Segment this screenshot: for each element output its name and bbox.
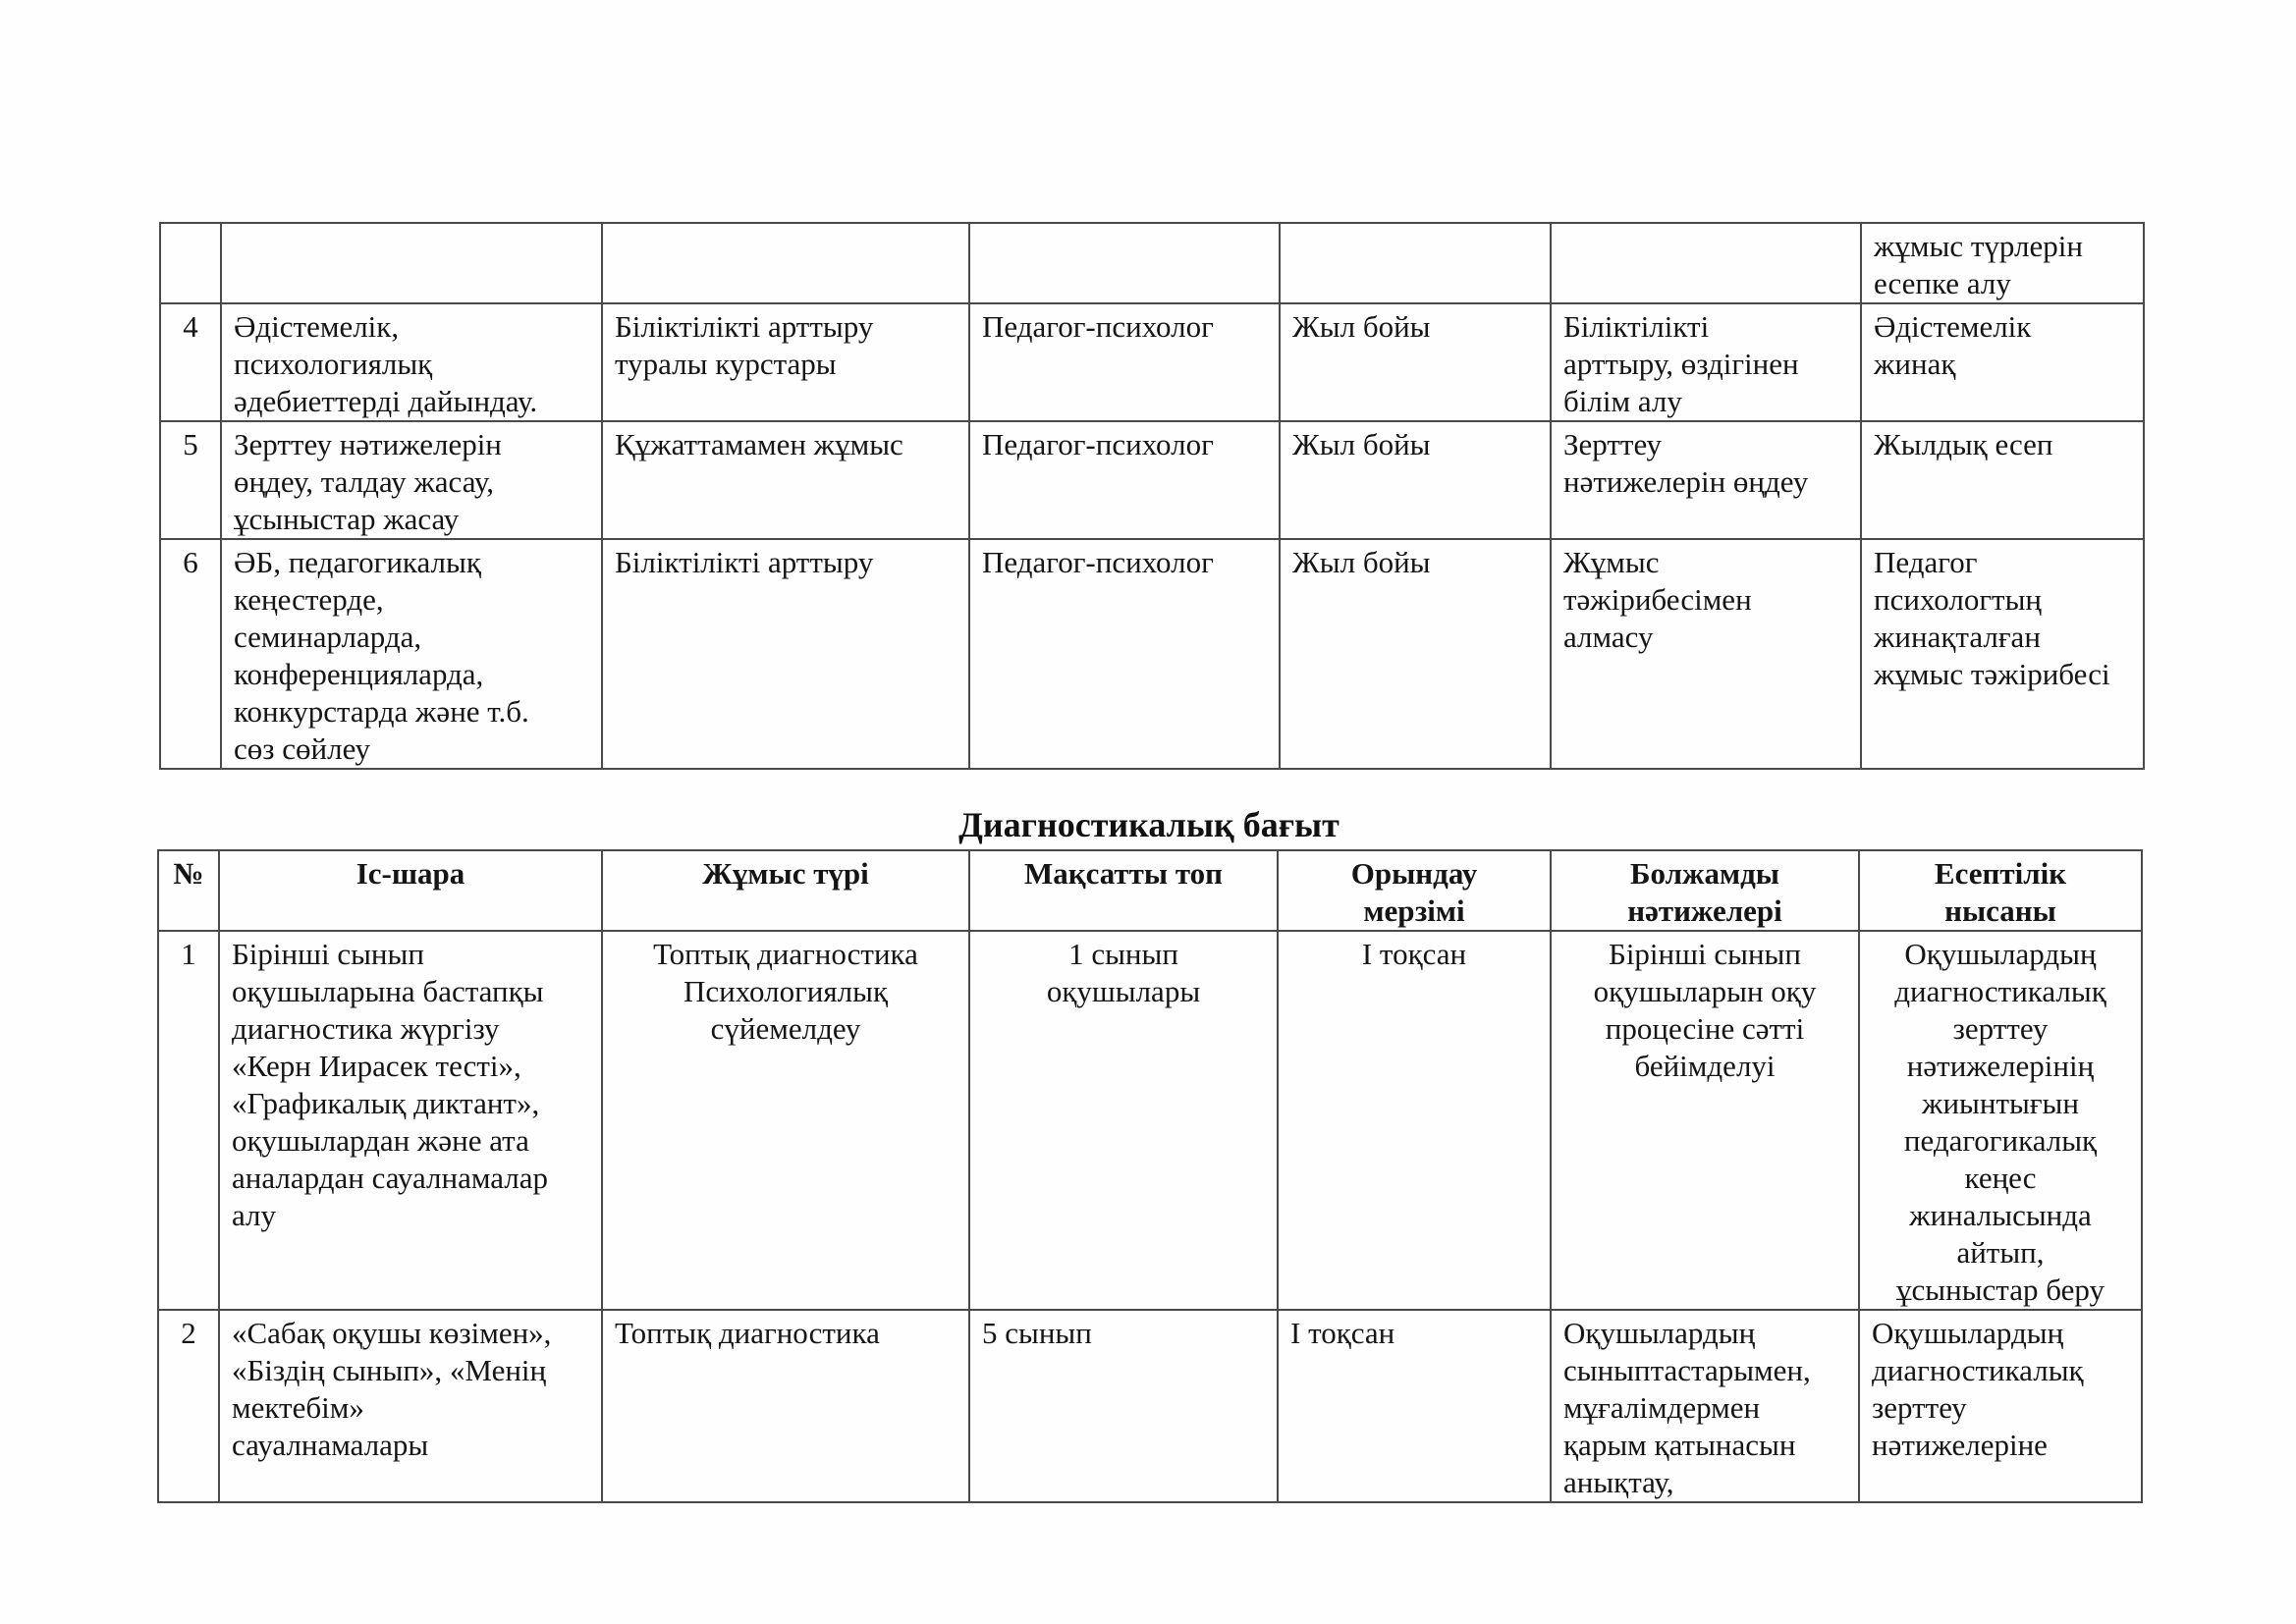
work-type-cell: Құжаттамамен жұмыс — [602, 421, 969, 539]
table-row — [158, 1310, 2142, 1502]
event-cell: ӘБ, педагогикалық кеңестерде, семинарларда, конференцияларда, конкурстарда және т.б. сөз сөйлеу — [221, 539, 602, 769]
target-group-cell: Педагог-психолог — [969, 303, 1280, 421]
header-expected-results: Болжамды нәтижелері — [1551, 850, 1859, 931]
deadline-cell: Жыл бойы — [1280, 303, 1551, 421]
event-cell — [221, 223, 602, 303]
report-form-cell: Жылдық есеп — [1861, 421, 2144, 539]
table-row — [160, 223, 2144, 303]
report-form-cell: жұмыс түрлерін есепке алу — [1861, 223, 2144, 303]
row-number: 4 — [160, 303, 221, 421]
header-row — [158, 850, 2142, 931]
row-number: 1 — [158, 931, 219, 1310]
expected-results-cell: Оқушылардың сыныптастарымен, мұғалімдермен қарым қатынасын анықтау, — [1551, 1310, 1859, 1502]
report-form-cell: Педагог психологтың жинақталған жұмыс тәжірибесі — [1861, 539, 2144, 769]
target-group-cell — [969, 223, 1280, 303]
table-row — [160, 303, 2144, 421]
event-cell: «Сабақ оқушы көзімен», «Біздің сынып», «Менің мектебім» сауалнамалары — [219, 1310, 602, 1502]
table-row — [160, 539, 2144, 769]
deadline-cell: І тоқсан — [1278, 931, 1551, 1310]
deadline-cell: Жыл бойы — [1280, 421, 1551, 539]
header-report-form: Есептілік нысаны — [1859, 850, 2142, 931]
plan-table-continuation — [159, 222, 2145, 770]
target-group-cell: Педагог-психолог — [969, 539, 1280, 769]
report-form-cell: Әдістемелік жинақ — [1861, 303, 2144, 421]
table-row — [160, 421, 2144, 539]
target-group-cell: 5 сынып — [969, 1310, 1278, 1502]
work-type-cell: Топтық диагностика Психологиялық сүйемелдеу — [602, 931, 969, 1310]
row-number: 6 — [160, 539, 221, 769]
deadline-cell: Жыл бойы — [1280, 539, 1551, 769]
work-type-cell: Біліктілікті арттыру — [602, 539, 969, 769]
event-cell: Бірінші сынып оқушыларына бастапқы диагностика жүргізу «Керн Иирасек тесті», «Графикалық диктант», оқушылардан және ата аналардан сауалнамалар алу — [219, 931, 602, 1310]
expected-results-cell: Бірінші сынып оқушыларын оқу процесіне сәтті бейімделуі — [1551, 931, 1859, 1310]
expected-results-cell: Зерттеу нәтижелерін өңдеу — [1551, 421, 1861, 539]
expected-results-cell — [1551, 223, 1861, 303]
work-type-cell: Біліктілікті арттыру туралы курстары — [602, 303, 969, 421]
row-number: 2 — [158, 1310, 219, 1502]
event-cell: Әдістемелік, психологиялық әдебиеттерді дайындау. — [221, 303, 602, 421]
event-cell: Зерттеу нәтижелерін өңдеу, талдау жасау, ұсыныстар жасау — [221, 421, 602, 539]
work-type-cell — [602, 223, 969, 303]
row-number: 5 — [160, 421, 221, 539]
diagnostic-table — [157, 849, 2143, 1503]
header-num: № — [158, 850, 219, 931]
deadline-cell: І тоқсан — [1278, 1310, 1551, 1502]
expected-results-cell: Жұмыс тәжірибесімен алмасу — [1551, 539, 1861, 769]
header-deadline: Орындау мерзімі — [1278, 850, 1551, 931]
row-number — [160, 223, 221, 303]
section-title: Диагностикалық бағыт — [958, 805, 1339, 844]
header-target-group: Мақсатты топ — [969, 850, 1278, 931]
table-row — [158, 931, 2142, 1310]
expected-results-cell: Біліктілікті арттыру, өздігінен білім алу — [1551, 303, 1861, 421]
target-group-cell: Педагог-психолог — [969, 421, 1280, 539]
target-group-cell: 1 сынып оқушылары — [969, 931, 1278, 1310]
report-form-cell: Оқушылардың диагностикалық зерттеу нәтижелеріне — [1859, 1310, 2142, 1502]
header-event: Іс-шара — [219, 850, 602, 931]
header-work-type: Жұмыс түрі — [602, 850, 969, 931]
report-form-cell: Оқушылардың диагностикалық зерттеу нәтижелерінің жиынтығын педагогикалық кеңес жиналысында айтып, ұсыныстар беру — [1859, 931, 2142, 1310]
deadline-cell — [1280, 223, 1551, 303]
work-type-cell: Топтық диагностика — [602, 1310, 969, 1502]
